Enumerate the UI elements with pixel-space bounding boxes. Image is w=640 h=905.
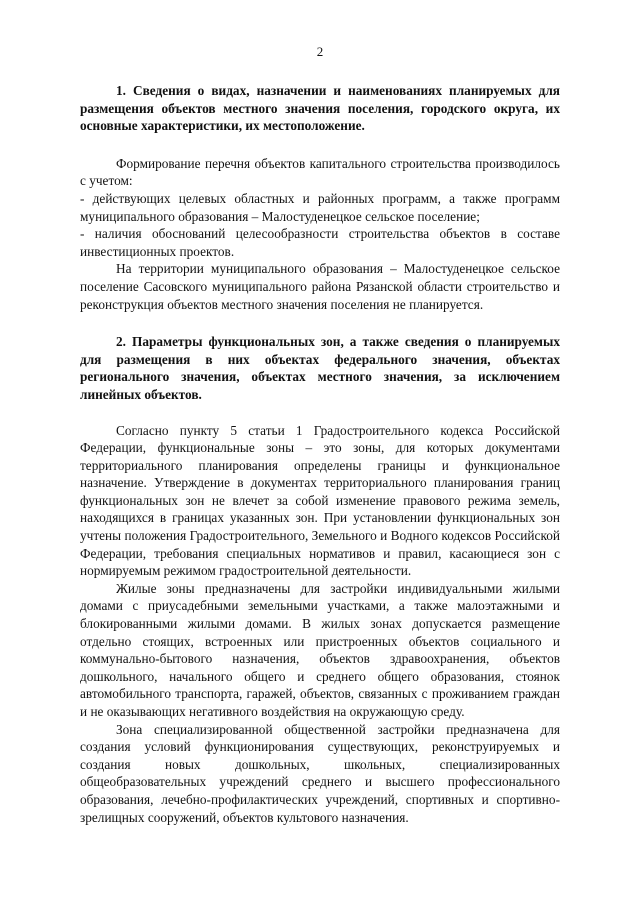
section-1-list-item: - действующих целевых областных и районных программ, а также программ муниципального образования – Малостуденецкое сельское поселение; [80,190,560,224]
section-1-paragraph: Формирование перечня объектов капитального строительства производилось с учетом: [80,155,560,189]
section-2-heading: 2. Параметры функциональных зон, а также сведения о планируемых для размещения в них объектах федерального значения, объектах регионального значения, объектах местного значения, за исключением линейных объектов. [80,334,560,402]
section-1-list-item: - наличия обоснований целесообразности строительства объектов в составе инвестиционных проектов. [80,226,560,259]
section-1-heading: 1. Сведения о видах, назначении и наименованиях планируемых для размещения объектов местного значения поселения, городского округа, их основные характеристики, их местоположение. [80,83,560,134]
page-number: 2 [316,44,324,59]
document-body [80,82,560,826]
section-2-paragraph: Зона специализированной общественной застройки предназначена для создания условий функционирования существующих, реконструируемых и создания новых дошкольных, школьных, специализированных общеобразовательных учреждений среднего и высшего профессионального образования, лечебно-профилактических учреждений, спортивных и спортивно-зрелищных сооружений, объектов культового назначения. [80,721,560,825]
section-2-paragraph: Согласно пункту 5 статьи 1 Градостроительного кодекса Российской Федерации, функциональные зоны – это зоны, для которых документами территориального планирования определены границы и функциональное назначение. Утверждение в документах территориального планирования границ функциональных зон не влечет за собой изменение правового режима земель, находящихся в границах указанных зон. При установлении функциональных зон учтены положения Градостроительного, Земельного и Водного кодексов Российской Федерации, требования специальных нормативов и правил, касающиеся зон с нормируемым режимом градостроительной деятельности. [80,422,560,579]
section-1-paragraph: На территории муниципального образования – Малостуденецкое сельское поселение Сасовского муниципального района Рязанской области строительство и реконструкция объектов местного значения поселения не планируется. [80,261,560,312]
section-2-paragraph: Жилые зоны предназначены для застройки индивидуальными жилыми домами с приусадебными земельными участками, а также малоэтажными и блокированными жилыми домами. В жилых зонах допускается размещение отдельно стоящих, встроенных или пристроенных объектов социального и коммунально-бытового назначения, объектов здравоохранения, объектов дошкольного, начального общего и среднего общего образования, стоянок автомобильного транспорта, гаражей, объектов, связанных с проживанием граждан и не оказывающих негативного воздействия на окружающую среду. [80,580,560,719]
